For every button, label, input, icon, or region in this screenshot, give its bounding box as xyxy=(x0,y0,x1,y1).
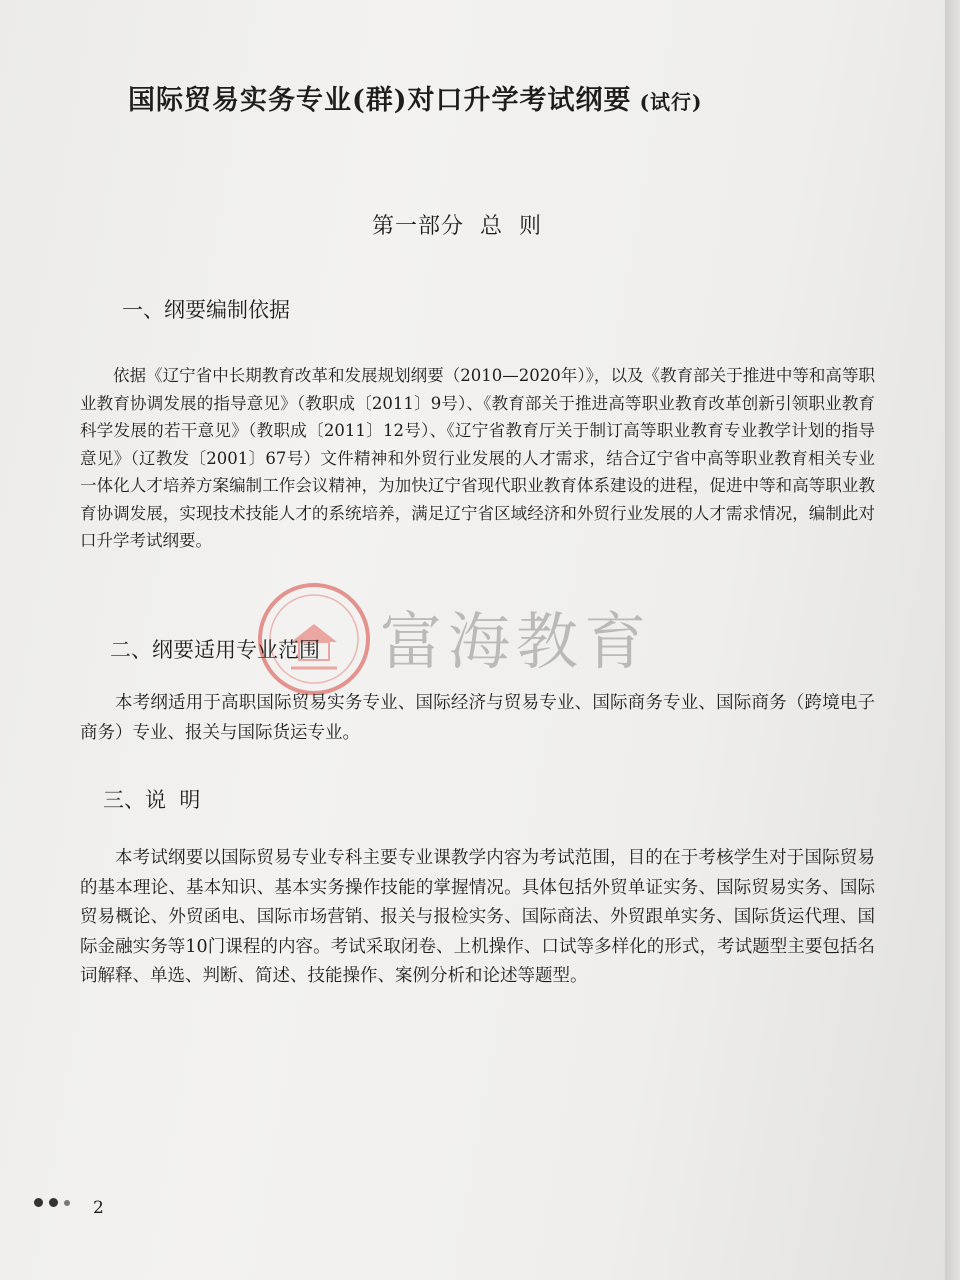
title-suffix: (试行) xyxy=(639,90,703,114)
dot-icon xyxy=(34,1198,43,1207)
section-heading-basis: 一、纲要编制依据 xyxy=(122,298,290,322)
section-body-notes: 本考试纲要以国际贸易专业专科主要专业课教学内容为考试范围，目的在于考核学生对于国际贸易的基本理论、基本知识、基本实务操作技能的掌握情况。具体包括外贸单证实务、国际贸易实务、国际贸易概论、外贸函电、国际市场营销、报关与报检实务、国际商法、外贸跟单实务、国际货运代理、国际金融实务等10门课程的内容。考试采取闭卷、上机操作、口试等多样化的形式，考试题型主要包括名词解释、单选、判断、简述、技能操作、案例分析和论述等题型。 xyxy=(80,848,875,986)
page-edge xyxy=(945,0,960,1280)
document-title xyxy=(128,78,888,117)
section-body-basis: 依据《辽宁省中长期教育改革和发展规划纲要（2010—2020年）》，以及《教育部关于推进中等和高等职业教育协调发展的指导意见》（教职成〔2011〕9号）、《教育部关于推进高等职业教育改革创新引领职业教育科学发展的若干意见》（教职成〔2011〕12号）、《辽宁省教育厅关于制订高等职业教育专业教学计划的指导意见》（辽教发〔2001〕67号）文件精神和外贸行业发展的人才需求，结合辽宁省中高等职业教育相关专业一体化人才培养方案编制工作会议精神，为加快辽宁省现代职业教育体系建设的进程，促进中等和高等职业教育协调发展，实现技术技能人才的系统培养，满足辽宁省区域经济和外贸行业发展的人才需求情况，编制此对口升学考试纲要。 xyxy=(80,366,875,550)
section-heading-scope: 二、纲要适用专业范围 xyxy=(110,638,320,662)
dot-icon xyxy=(49,1198,58,1207)
section-body-scope: 本考纲适用于高职国际贸易实务专业、国际经济与贸易专业、国际商务专业、国际商务（跨境电子商务）专业、报关与国际货运专业。 xyxy=(80,693,875,743)
title-main: 国际贸易实务专业(群)对口升学考试纲要 xyxy=(128,85,632,116)
page-indicator-dots xyxy=(34,1198,70,1207)
dot-icon xyxy=(64,1200,70,1206)
part-heading: 第一部分 总 则 xyxy=(372,214,542,239)
watermark-text: 富海教育 xyxy=(380,605,653,678)
section-heading-notes: 三、说 明 xyxy=(103,788,201,812)
page-number: 2 xyxy=(93,1198,104,1218)
